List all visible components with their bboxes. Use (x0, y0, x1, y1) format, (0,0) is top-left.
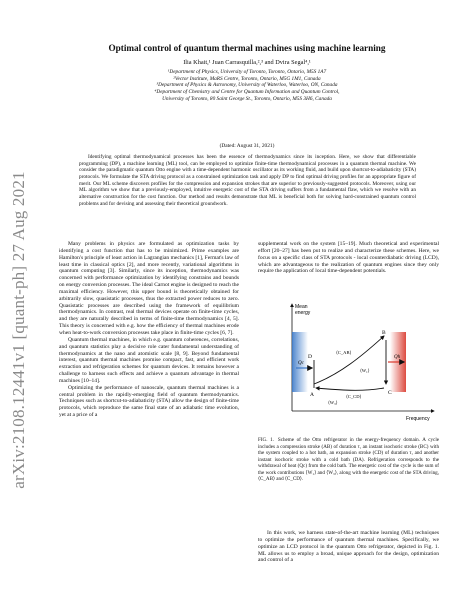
figure-caption (258, 437, 439, 483)
ccd-label: ⟨C_CD⟩ (346, 394, 362, 399)
figure-caption-text: Scheme of the Otto refrigerator in the energy-frequency domain. A cycle includes a compression stroke (AB) of duration τ, an instant isochoric stroke (BC) with the system coupled to a hot bath, an expansion stroke (CD) of duration τ, and another instant isochoric stroke with a cold bath (DA). Refrigeration corresponds to the withdrawal of heat (Qc) from the cold bath. The energetic cost of the cycle is the sum of the work contributions ⟨W₁⟩ and ⟨W₃⟩, along with the energetic cost of the STA driving, ⟨C_AB⟩ and ⟨C_CD⟩. (258, 437, 439, 483)
body-paragraph: Quantum thermal machines, in which e.g. quantum coherences, correlations, and quantum statistics play a decisive role cater fundamental understanding of thermodynamics at the nano and atomistic scale [8, 9]. Beyond fundamental interest, quantum thermal machines promise compact, fast, and efficient work extraction and refrigeration schemes for quantum devices. It remains however a challenge to harness such effects and achieve a quantum advantage in thermal machines [10–14]. (59, 336, 239, 384)
body-paragraph: In this work, we harness state-of-the-art machine learning (ML) techniques to optimize the performance of quantum thermal machines. Specifically, we optimize an LCD protocol in the quantum Otto refrigerator, depicted in Fig. 1. ML allows us to employ a broad, unique approach for the design, optimization and control of a (258, 530, 439, 564)
right-column-bottom (258, 530, 439, 564)
arxiv-stamp (8, 150, 30, 510)
point-b-label: B (382, 330, 386, 336)
w3-label: ⟨W₃⟩ (328, 400, 338, 405)
qc-label: Qc (298, 361, 304, 366)
date-line: (Dated: August 31, 2021) (219, 143, 275, 149)
body-paragraph: supplemental work on the system [15–19]. Much theoretical and experimental effort [20–27] has been put to realize and characterize these schemes. Here, we focus on a specific class of STA protocols - local counterdiabatic driving (LCD), which are advantageous to the realization of quantum engines since they only require the application of local time-dependent potentials. (258, 241, 439, 275)
body-paragraph: Many problems in physics are formulated as optimization tasks by identifying a cost function that has to be minimized. Prime examples are Hamilton's principle of least action in Lagrangian mechanics [1], Fermat's law of least time in classical optics [2], and more recently, variational algorithms in quantum computing [3]. Similarly, since its inception, thermodynamics was concerned with performance optimization by identifying constrains and bounds on energy conversion processes. The ideal Carnot engine is designed to reach the maximal efficiency. However, this upper bound is theoretically obtained for arbitrarily slow, quasistatic processes, thus the extracted power reduces to zero. Quasistatic processes are described using the framework of equilibrium thermodynamics. In contrast, real thermal devices operate on finite-time cycles, and they are naturally described in terms of finite-time thermodynamics [4, 5]. This theory is concerned with e.g. how the efficiency of thermal machines erode when heat-to-work conversion processes take place in finite-time cycles [6, 7]. (59, 241, 239, 336)
w1-label: ⟨W₁⟩ (360, 368, 370, 373)
expansion-stroke (316, 388, 384, 390)
x-axis-label: Frequency (406, 416, 430, 422)
affiliations (60, 69, 434, 103)
affiliation-line: ⁴Department of Chemistry and Centre for Quantum Information and Quantum Control, (154, 89, 340, 96)
figure-otto-scheme (262, 296, 440, 432)
y-axis-label: Mean (295, 304, 308, 310)
cab-label: ⟨C_AB⟩ (336, 350, 352, 355)
right-column-top (258, 241, 439, 275)
point-a-label: A (310, 392, 314, 398)
figure-caption-label: FIG. 1. (258, 437, 274, 443)
point-c-label: C (388, 390, 392, 396)
author-list: Ilia Khait,¹ Juan Carrasquilla,²,³ and Dvira Segal⁴,¹ (183, 59, 311, 66)
body-paragraph: Optimizing the performance of nanoscale, quantum thermal machines is a central problem in the rapidly-emerging field of quantum thermodynamics. Techniques such as shortcut-to-adiabaticity (STA) allow the design of finite-time protocols, which reproduce the same final state of an adiabatic time evolution, yet at a price of a (59, 384, 239, 419)
y-axis-label-2: energy (295, 310, 311, 316)
abstract: Identifying optimal thermodynamical processes has been the essence of thermodynamics since its inception. Here, we show that differentiable programming (DP), a machine learning (ML) tool, can be employed to optimize finite-time thermodynamical processes in a quantum thermal machine. We consider the paradigmatic quantum Otto engine with a time-dependent harmonic oscillator as its working fluid, and build upon shortcut-to-adiabaticity (STA) protocols. We formulate the STA driving protocol as a constrained optimization task and apply DP to find optimal driving profiles for an appropriate figure of merit. Our ML scheme discovers profiles for the compression and expansion strokes that are superior to previously-suggested protocols. Moreover, using our ML algorithm we show that a previously-employed, intuitive energetic cost of the STA driving suffers from a fundamental flaw, which we resolve with an alternative construction for the cost function. Our method and results demonstrate that ML is beneficial both for solving hard-constrained quantum control problems and for devising and assessing their theoretical groundwork. (79, 154, 416, 207)
left-column (59, 241, 239, 419)
compression-stroke (314, 336, 384, 384)
affiliation-line: ¹Department of Physics, University of Toronto, Toronto, Ontario, M5S 1A7 (167, 69, 327, 75)
qh-label: Qh (394, 355, 401, 360)
point-d-label: D (308, 354, 312, 360)
affiliation-line: ²Vector Institute, MaRS Centre, Toronto, Ontario, M5G 1M1, Canada (173, 75, 321, 82)
arxiv-stamp-text: arXiv:2108.12441v1 [quant-ph] 27 Aug 2021 (9, 171, 28, 489)
affiliation-line: ³Department of Physics & Astronomy, University of Waterloo, Waterloo, ON, Canada (156, 82, 338, 89)
paper-title: Optimal control of quantum thermal machines using machine learning (108, 43, 386, 53)
affiliation-line: University of Toronto, 80 Saint George St., Toronto, Ontario, M5S 3H6, Canada (162, 95, 332, 102)
